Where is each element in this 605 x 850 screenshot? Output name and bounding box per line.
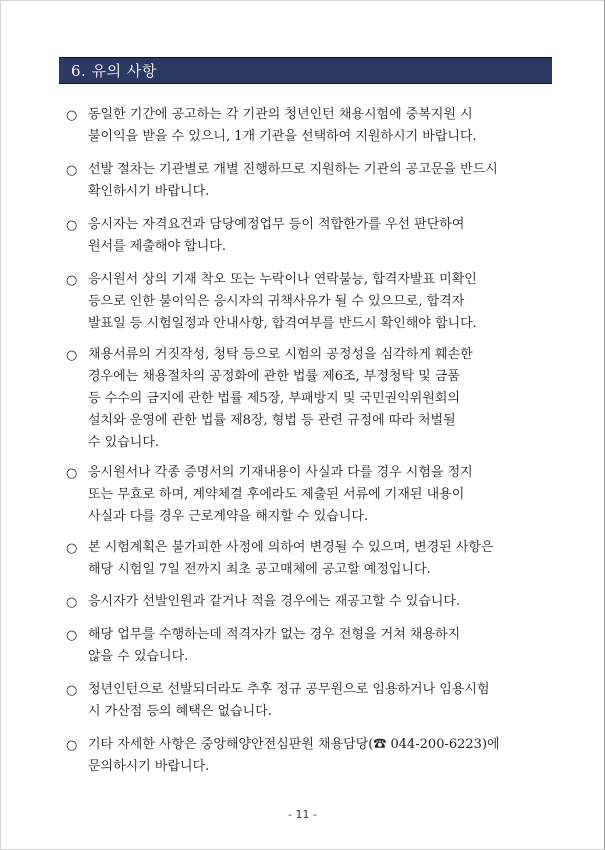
bullet-icon: ○ [66, 108, 78, 123]
bullet-icon: ○ [66, 738, 78, 753]
page-number: - 11 - [288, 808, 317, 821]
bullet-icon: ○ [66, 348, 78, 363]
bullet-icon: ○ [66, 163, 78, 178]
notice-text: 응시자가 선발인원과 같거나 적을 경우에는 재공고할 수 있습니다. [88, 594, 461, 609]
notice-text: 선발 절차는 기관별로 개별 진행하므로 지원하는 기관의 공고문을 반드시 확인하시기 바랍니다. [88, 162, 498, 199]
notice-text: 청년인턴으로 선발되더라도 추후 정규 공무원으로 임용하거나 임용시험 시 가산점 등의 혜택은 없습니다. [88, 682, 490, 719]
bullet-icon: ○ [66, 218, 78, 233]
bullet-icon: ○ [66, 628, 78, 643]
notice-text: 본 시험계획은 불가피한 사정에 의하여 변경될 수 있으며, 변경된 사항은 해당 시험일 7일 전까지 최초 공고매체에 공고할 예정입니다. [88, 540, 494, 577]
notice-text: 채용서류의 거짓작성, 청탁 등으로 시험의 공정성을 심각하게 훼손한 경우에는 채용절차의 공정화에 관한 법률 제6조, 부정청탁 및 금품 등 수수의 금지에 관한 법률 제5장, 부패방지 및 국민권익위원회의 설치와 운영에 관한 법률 제8장, 형법 등 관련 규정에 따라 처벌될 수 있습니다. [88, 347, 473, 450]
notice-text: 응시원서나 각종 증명서의 기재내용이 사실과 다를 경우 시험을 정지 또는 무효로 하며, 계약체결 후에라도 제출된 서류에 기재된 내용이 사실과 다를 경우 근로계약을 해지할 수 있습니다. [88, 465, 473, 524]
notice-text: 동일한 기간에 공고하는 각 기관의 청년인턴 채용시험에 중복지원 시 불이익을 받을 수 있으니, 1개 기관을 선택하여 지원하시기 바랍니다. [88, 107, 477, 144]
notice-text: 해당 업무를 수행하는데 적격자가 없는 경우 전형을 거쳐 채용하지 않을 수 있습니다. [88, 627, 461, 664]
notice-text: 기타 자세한 사항은 중앙해양안전심판원 채용담당(☎ 044-200-6223)에 문의하시기 바랍니다. [88, 737, 500, 774]
bullet-icon: ○ [66, 541, 78, 556]
bullet-icon: ○ [66, 683, 78, 698]
section-title: 6. 유의 사항 [59, 57, 552, 84]
bullet-icon: ○ [66, 466, 78, 481]
notice-text: 응시원서 상의 기재 착오 또는 누락이나 연락불능, 합격자발표 미확인 등으로 인한 불이익은 응시자의 귀책사유가 될 수 있으므로, 합격자 발표일 등 시험일정과 안내사항, 합격여부를 반드시 확인해야 합니다. [88, 272, 477, 331]
bullet-icon: ○ [66, 273, 78, 288]
bullet-icon: ○ [66, 595, 78, 610]
notice-text: 응시자는 자격요건과 담당예정업무 등이 적합한가를 우선 판단하여 원서를 제출해야 합니다. [88, 217, 465, 254]
